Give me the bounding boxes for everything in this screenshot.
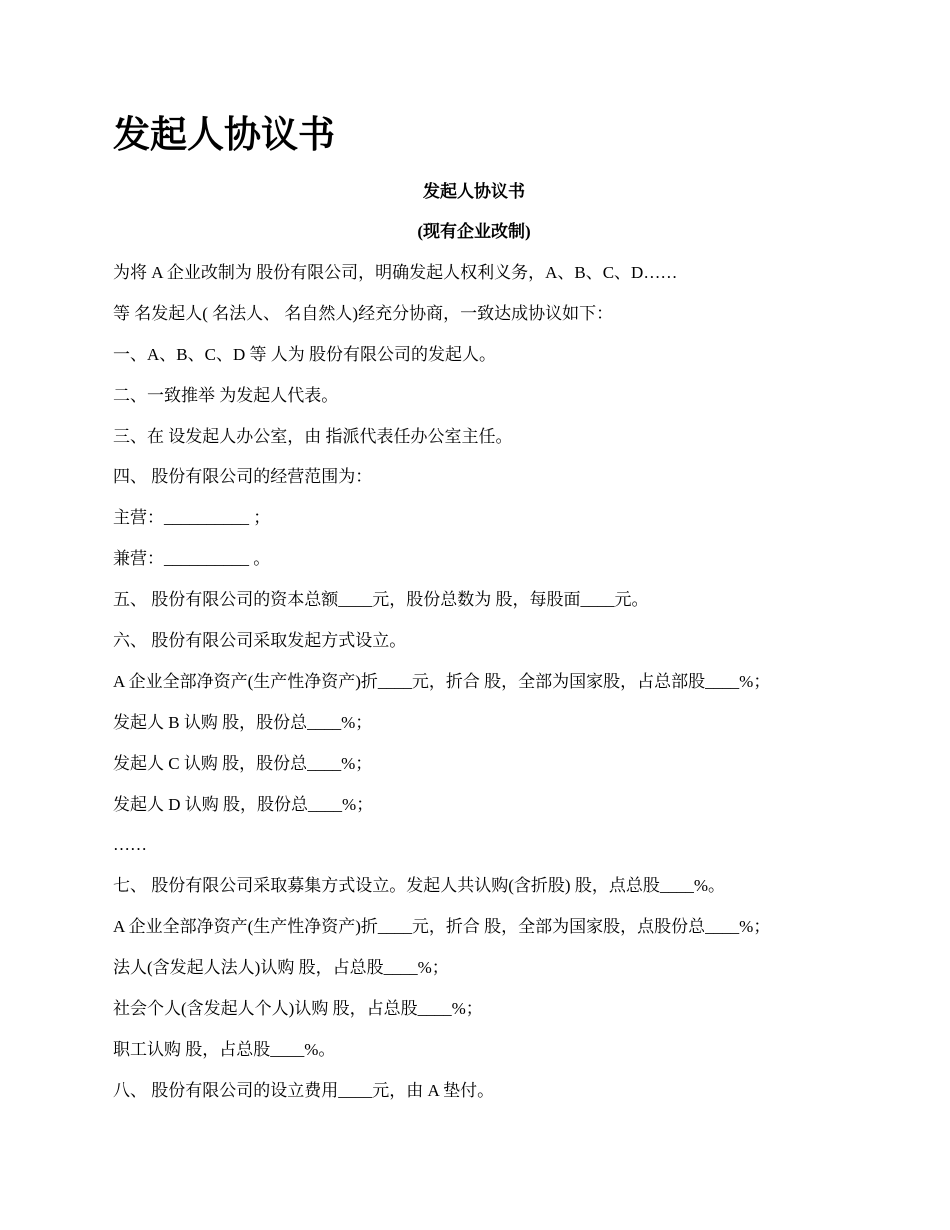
- body-line: A 企业全部净资产(生产性净资产)折____元，折合 股，全部为国家股，占总部股____%；: [113, 671, 771, 691]
- body-line: 为将 A 企业改制为 股份有限公司，明确发起人权利义务，A、B、C、D……: [113, 263, 678, 282]
- body-line: 一、A、B、C、D 等 人为 股份有限公司的发起人。: [113, 344, 496, 364]
- body-line: 职工认购 股，占总股____%。: [113, 1039, 336, 1059]
- document-subtitle-note: (现有企业改制): [417, 222, 531, 241]
- body-line: 八、 股份有限公司的设立费用____元，由 A 垫付。: [113, 1080, 495, 1100]
- body-line: 法人(含发起人法人)认购 股，占总股____%；: [113, 958, 449, 978]
- body-line: 七、 股份有限公司采取募集方式设立。发起人共认购(含折股) 股，点总股____%。: [113, 876, 725, 896]
- body-line: 四、 股份有限公司的经营范围为：: [113, 467, 373, 487]
- document-body: [113, 260, 770, 1119]
- body-line: 兼营：__________ 。: [113, 549, 271, 569]
- body-line: A 企业全部净资产(生产性净资产)折____元，折合 股，全部为国家股，点股份总____%；: [113, 917, 771, 937]
- body-line: 二、一致推举 为发起人代表。: [113, 385, 339, 405]
- body-line: 发起人 C 认购 股，股份总____%；: [113, 753, 373, 773]
- body-line: 发起人 B 认购 股，股份总____%；: [113, 712, 373, 732]
- body-line: ……: [113, 835, 147, 855]
- body-line: 五、 股份有限公司的资本总额____元，股份总数为 股，每股面____元。: [113, 590, 649, 610]
- body-line: 六、 股份有限公司采取发起方式设立。: [113, 631, 407, 651]
- body-line: 发起人 D 认购 股，股份总____%；: [113, 794, 374, 814]
- document-subtitle: 发起人协议书: [423, 182, 525, 201]
- document-heading: 发起人协议书: [113, 115, 335, 156]
- body-line: 社会个人(含发起人个人)认购 股，占总股____%；: [113, 999, 483, 1019]
- body-line: 主营：__________ ；: [113, 508, 271, 528]
- body-line: 等 名发起人( 名法人、 名自然人)经充分协商，一致达成协议如下：: [113, 303, 614, 323]
- body-line: 三、在 设发起人办公室，由 指派代表任办公室主任。: [113, 426, 513, 446]
